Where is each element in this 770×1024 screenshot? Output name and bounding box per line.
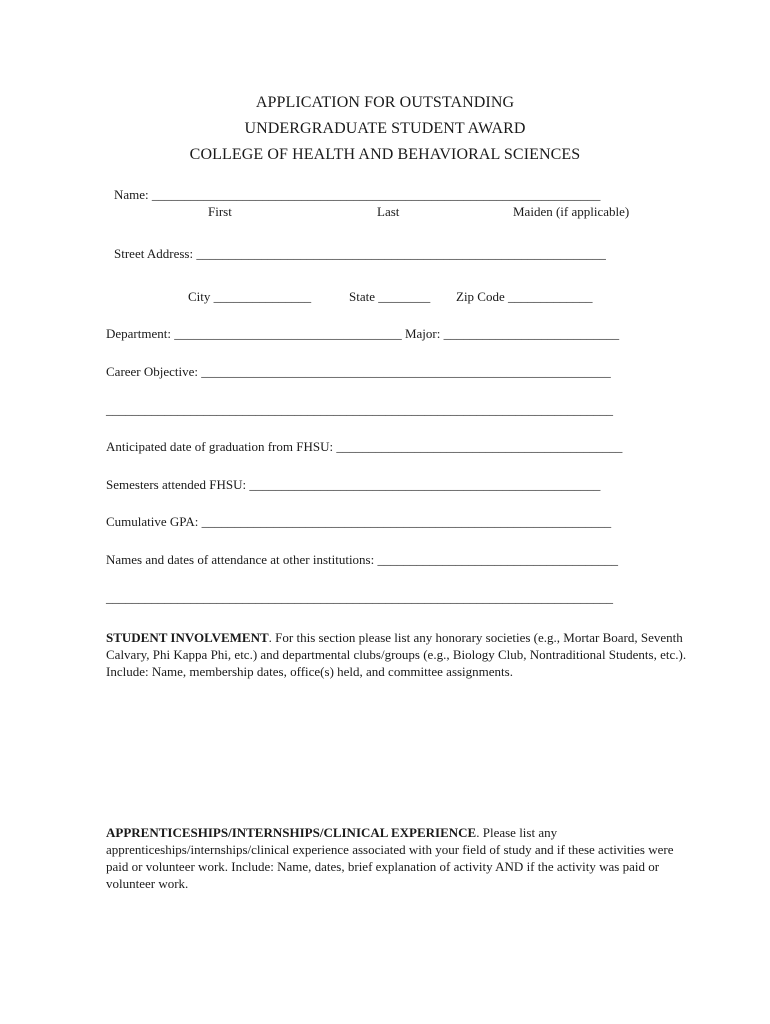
state-field[interactable]: State ________ [349, 289, 431, 304]
title-line-3: COLLEGE OF HEALTH AND BEHAVIORAL SCIENCES [189, 146, 581, 163]
city-field[interactable]: City _______________ [188, 289, 312, 304]
cumulative-gpa-field[interactable]: Cumulative GPA: _______________________________________________________________ [106, 514, 612, 529]
career-objective-line-2[interactable]: ______________________________________________________________________________ [106, 402, 613, 417]
name-field[interactable]: Name: _____________________________________________________________________ [114, 187, 601, 202]
student-involvement-section [106, 629, 696, 680]
title-line-2: UNDERGRADUATE STUDENT AWARD [244, 120, 526, 137]
apprenticeships-section [106, 824, 696, 892]
name-first-label: First [208, 204, 232, 219]
department-major-field[interactable]: Department: ___________________________________ Major: ___________________________ [106, 326, 620, 341]
graduation-date-field[interactable]: Anticipated date of graduation from FHSU: ____________________________________________ [106, 439, 623, 454]
career-objective-field[interactable]: Career Objective: _______________________________________________________________ [106, 364, 611, 379]
semesters-attended-field[interactable]: Semesters attended FHSU: ______________________________________________________ [106, 477, 601, 492]
other-institutions-line-2[interactable]: ______________________________________________________________________________ [106, 590, 613, 605]
street-address-field[interactable]: Street Address: _______________________________________________________________ [114, 246, 606, 261]
apprenticeships-text: . Please list any apprenticeships/internships/clinical experience associated with your field of study and if these activities were paid or volunteer work. Include: Name, dates, brief explanation of activity AND if the activity was paid or volunteer work. [106, 825, 674, 891]
student-involvement-heading: STUDENT INVOLVEMENT [106, 630, 269, 645]
name-maiden-label: Maiden (if applicable) [513, 204, 630, 219]
other-institutions-field[interactable]: Names and dates of attendance at other institutions: _____________________________________ [106, 552, 618, 567]
name-last-label: Last [377, 204, 400, 219]
title-line-1: APPLICATION FOR OUTSTANDING [255, 94, 515, 111]
student-involvement-text: . For this section please list any honorary societies (e.g., Mortar Board, Seventh Calvary, Phi Kappa Phi, etc.) and departmental clubs/groups (e.g., Biology Club, Nontraditional Students, etc.). Include: Name, membership dates, office(s) held, and committee assignments. [106, 630, 687, 679]
apprenticeships-heading: APPRENTICESHIPS/INTERNSHIPS/CLINICAL EXPERIENCE [106, 825, 477, 840]
zip-code-field[interactable]: Zip Code _____________ [456, 289, 593, 304]
